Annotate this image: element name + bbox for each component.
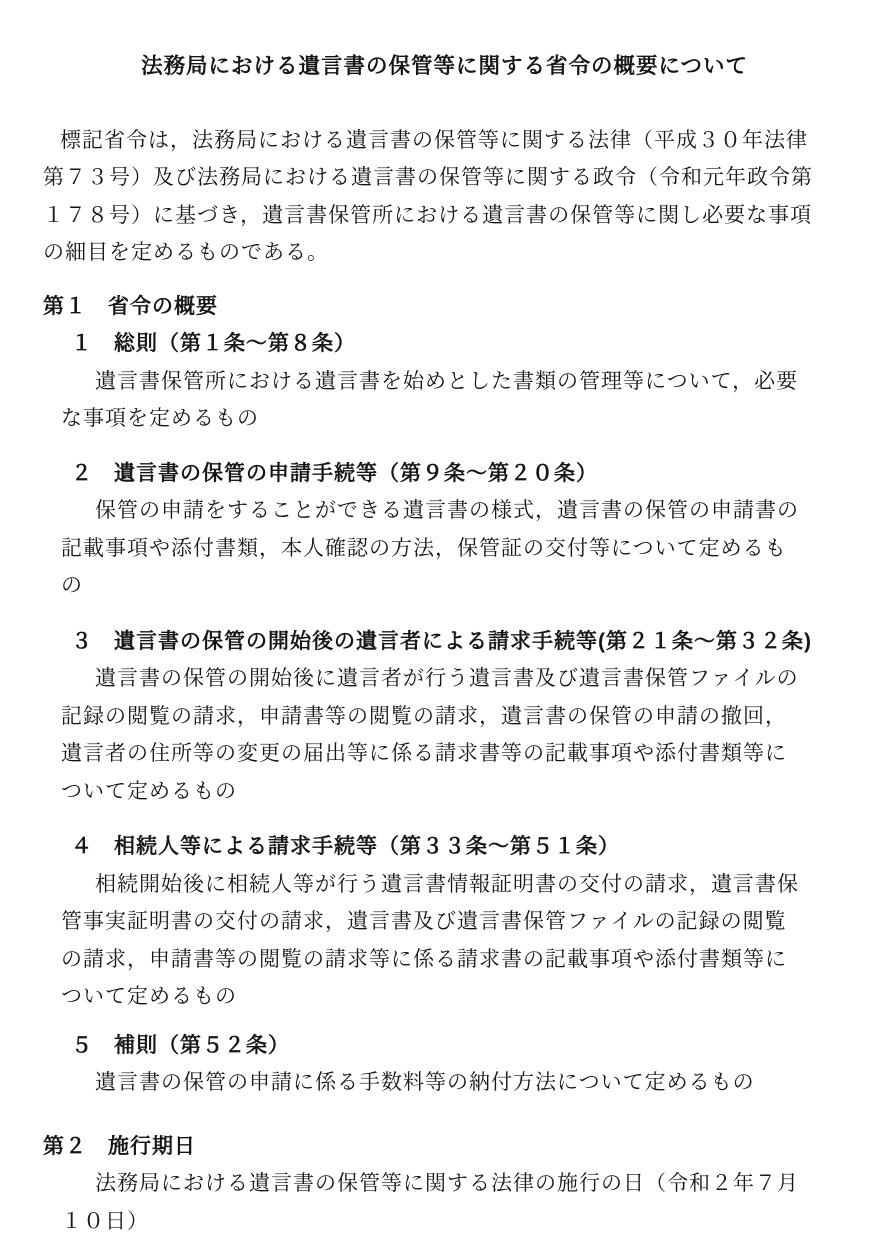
intro-line: の細目を定めるものである。	[43, 240, 329, 264]
item-body	[43, 363, 846, 438]
section-1	[43, 288, 846, 1102]
item-3	[43, 623, 846, 811]
body-line: 遺言書保管所における遺言書を始めとした書類の管理等について，必要	[95, 368, 799, 393]
body-line: ついて定めるもの	[61, 984, 237, 1008]
item-1	[43, 325, 846, 438]
item-heading	[43, 828, 846, 866]
item-heading	[43, 1027, 846, 1065]
item-number: １	[71, 332, 93, 355]
section-label: 第１	[43, 294, 87, 318]
item-heading	[43, 623, 846, 661]
item-title: 総則（第１条～第８条）	[114, 332, 356, 355]
body-line: ついて定めるもの	[61, 778, 237, 803]
section-1-heading	[43, 288, 846, 326]
intro-line: １７８号）に基づき，遺言書保管所における遺言書の保管等に関し必要な事項	[43, 202, 813, 227]
body-line: 記録の閲覧の請求，申請書等の閲覧の請求，遺言書の保管の申請の撤回，	[61, 703, 787, 728]
item-title: 補則（第５２条）	[114, 1033, 290, 1057]
item-number: ２	[71, 461, 93, 485]
body-line: な事項を定めるもの	[61, 406, 259, 430]
intro-paragraph	[43, 122, 846, 272]
item-heading	[43, 455, 846, 493]
item-number: ５	[71, 1033, 93, 1057]
item-title: 遺言書の保管の開始後の遺言者による請求手続等(第２１条～第３２条)	[114, 629, 812, 653]
item-number: ３	[71, 629, 93, 653]
section-title: 施行期日	[108, 1134, 196, 1158]
body-line: の請求，申請書等の閲覧の請求等に係る請求書の記載事項や添付書類等に	[61, 946, 787, 971]
section-label: 第２	[43, 1134, 87, 1158]
item-body	[43, 1064, 846, 1102]
section-2-heading	[43, 1128, 846, 1166]
document-title: 法務局における遺言書の保管等に関する省令の概要について	[140, 54, 749, 78]
item-4	[43, 828, 846, 1016]
body-line: 遺言書の保管の開始後に遺言者が行う遺言書及び遺言書保管ファイルの	[95, 666, 799, 690]
item-title: 相続人等による請求手続等（第３３条～第５１条）	[114, 835, 620, 858]
section-2-body	[43, 1165, 846, 1240]
body-line: の	[61, 573, 83, 597]
body-line: 管事実証明書の交付の請求，遺言書及び遺言書保管ファイルの記録の閲覧	[61, 909, 787, 933]
intro-line: 標記省令は，法務局における遺言書の保管等に関する法律（平成３０年法律	[60, 127, 808, 152]
section-title: 省令の概要	[108, 294, 218, 318]
item-heading	[43, 325, 846, 363]
item-body	[43, 492, 846, 605]
body-line: 記載事項や添付書類，本人確認の方法，保管証の交付等について定めるも	[61, 535, 787, 560]
body-line: 法務局における遺言書の保管等に関する法律の施行の日（令和２年７月	[95, 1171, 799, 1195]
item-body	[43, 866, 846, 1016]
body-line: 保管の申請をすることができる遺言書の様式，遺言書の保管の申請書の	[95, 498, 799, 522]
body-line: １０日）	[61, 1208, 149, 1233]
item-body	[43, 660, 846, 810]
item-title: 遺言書の保管の申請手続等（第９条～第２０条）	[114, 461, 598, 485]
item-2	[43, 455, 846, 605]
body-line: 遺言書の保管の申請に係る手数料等の納付方法について定めるもの	[95, 1070, 755, 1094]
body-line: 相続開始後に相続人等が行う遺言書情報証明書の交付の請求，遺言書保	[95, 871, 799, 896]
intro-line: 第７３号）及び法務局における遺言書の保管等に関する政令（令和元年政令第	[43, 165, 813, 189]
item-number: ４	[71, 835, 93, 858]
body-line: 遺言者の住所等の変更の届出等に係る請求書等の記載事項や添付書類等に	[61, 741, 787, 765]
item-5	[43, 1027, 846, 1102]
section-2	[43, 1128, 846, 1241]
